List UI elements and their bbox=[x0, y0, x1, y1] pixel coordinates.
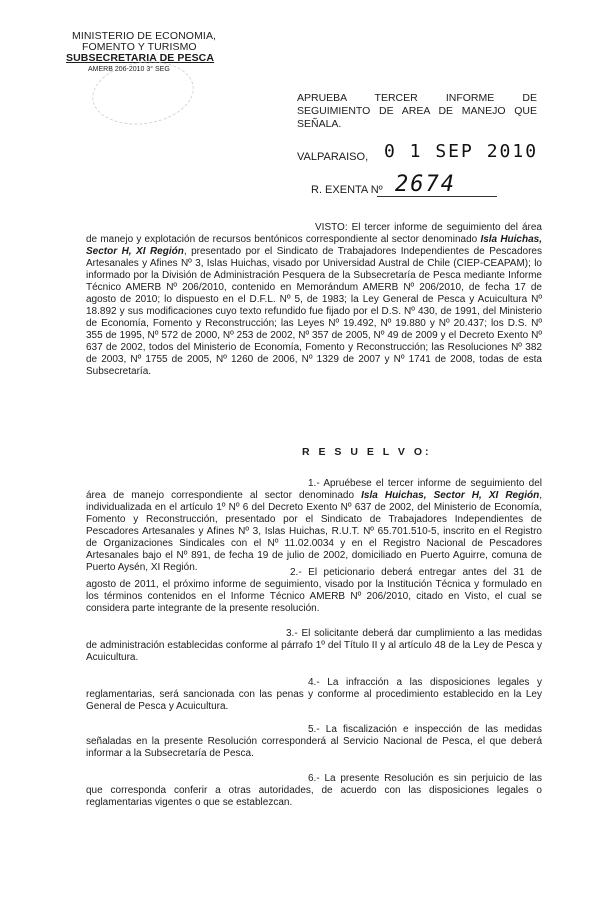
resuelvo-heading: R E S U E L V O: bbox=[302, 446, 432, 458]
resolution-item-1 bbox=[86, 478, 542, 574]
undersecretariat-name: SUBSECRETARIA DE PESCA bbox=[66, 52, 215, 64]
ministry-name-line2: FOMENTO Y TURISMO bbox=[82, 41, 197, 53]
resolution-item-5: 5.- La fiscalización e inspección de las medidas señaladas en la presente Resolución corresponderá al Servicio Nacional de Pesca, el que deberá informar a la Subsecretaría de Pesca. bbox=[86, 724, 542, 759]
item-1-text-b: , individualizada en el artículo 1º Nº 6 del Decreto Exento Nº 637 de 2002, del Ministerio de Economía, Fomento y Reconstrucción, presentado por el Sindicato de Trabajadores Independientes de Pescadores Artesanales y Afines Nº 3, Islas Huichas, R.U.T. Nº 65.701.510-5, inscrito en el Registro de Organizaciones Sindicales con el Nº 11.02.0034 y en el Registro Nacional de Pescadores Artesanales bajo el Nº 891, de fecha 19 de julio de 2002, domiciliado en Puerto Aguirre, comuna de Puerto Aysén, XI Región. bbox=[86, 490, 542, 573]
reference-code: AMERB 206-2010 3° SEG bbox=[88, 66, 170, 73]
resolution-item-2: 2.- El peticionario deberá entregar antes del 31 de agosto de 2011, el próximo informe de seguimiento, visado por la Institución Técnica y formulado en los términos contenidos en el Informe Técnico AMERB Nº 206/2010, citado en Visto, el cual se considera parte integrante de la presente resolución. bbox=[86, 567, 542, 614]
item-1-place-name: Isla Huichas, Sector H, XI Región bbox=[361, 490, 540, 501]
document-title: APRUEBA TERCER INFORME DE SEGUIMIENTO DE AREA DE MANEJO QUE SEÑALA. bbox=[297, 92, 537, 130]
ministry-name: MINISTERIO DE ECONOMIA, bbox=[72, 30, 217, 42]
visto-text-1: VISTO: El tercer informe de seguimiento del área de manejo y explotación de recursos bentónicos correspondiente al sector denominado bbox=[86, 222, 542, 245]
place-label: VALPARAISO, bbox=[297, 151, 369, 163]
visto-text-2: , presentado por el Sindicato de Trabajadores Independientes de Pescadores Artesanales y Afines Nº 3, Islas Huichas, visado por Universidad Austral de Chile (CIEP-CEAPAM); lo informado por la División de Administración Pesquera de la Subsecretaría de Pesca mediante Informe Técnico AMERB Nº 206/2010, contenido en Memorándum AMERB Nº 206/2010, de fecha 17 de agosto de 2010; lo dispuesto en el D.F.L. Nº 5, de 1983; la Ley General de Pesca y Acuicultura Nº 18.892 y sus modificaciones cuyo texto refundido fue fijado por el D.S. Nº 430, de 1991, del Ministerio de Economía, Fomento y Reconstrucción; las Leyes Nº 19.492, Nº 19.880 y Nº 20.437; los D.S. Nº 355 de 1995, Nº 572 de 2000, Nº 253 de 2002, Nº 357 de 2005, Nº 49 de 2009 y el Decreto Exento Nº 637 de 2002, todos del Ministerio de Economía, Fomento y Reconstrucción; las Resoluciones Nº 382 de 2003, Nº 1755 de 2005, Nº 1260 de 2006, Nº 1329 de 2007 y Nº 1741 de 2008, todas de esta Subsecretaría. bbox=[86, 246, 542, 377]
resolution-label: R. EXENTA Nº bbox=[311, 184, 383, 196]
resolution-item-4: 4.- La infracción a las disposiciones legales y reglamentarias, será sancionada con las penas y conforme al procedimiento establecido en la Ley General de Pesca y Acuicultura. bbox=[86, 677, 542, 712]
resolution-item-6: 6.- La presente Resolución es sin perjuicio de las que corresponda conferir a otras autoridades, de acuerdo con las disposiciones legales o reglamentarias vigentes o que se establezcan. bbox=[86, 773, 542, 808]
date-stamp: 0 1 SEP 2010 bbox=[384, 141, 539, 162]
visto-place-name: Isla Huichas, Sector H, XI Región bbox=[86, 234, 543, 257]
resolution-number: 2674 bbox=[395, 172, 456, 197]
item-1-text-a: 1.- Apruébese el tercer informe de seguimiento del área de manejo correspondiente al sector denominado bbox=[86, 478, 542, 501]
resolution-item-3: 3.- El solicitante deberá dar cumplimiento a las medidas de administración establecidas conforme al párrafo 1º del Título II y al artículo 48 de la Ley de Pesca y Acuicultura. bbox=[86, 628, 542, 663]
resolution-underline bbox=[377, 196, 497, 197]
visto-paragraph bbox=[86, 222, 542, 378]
